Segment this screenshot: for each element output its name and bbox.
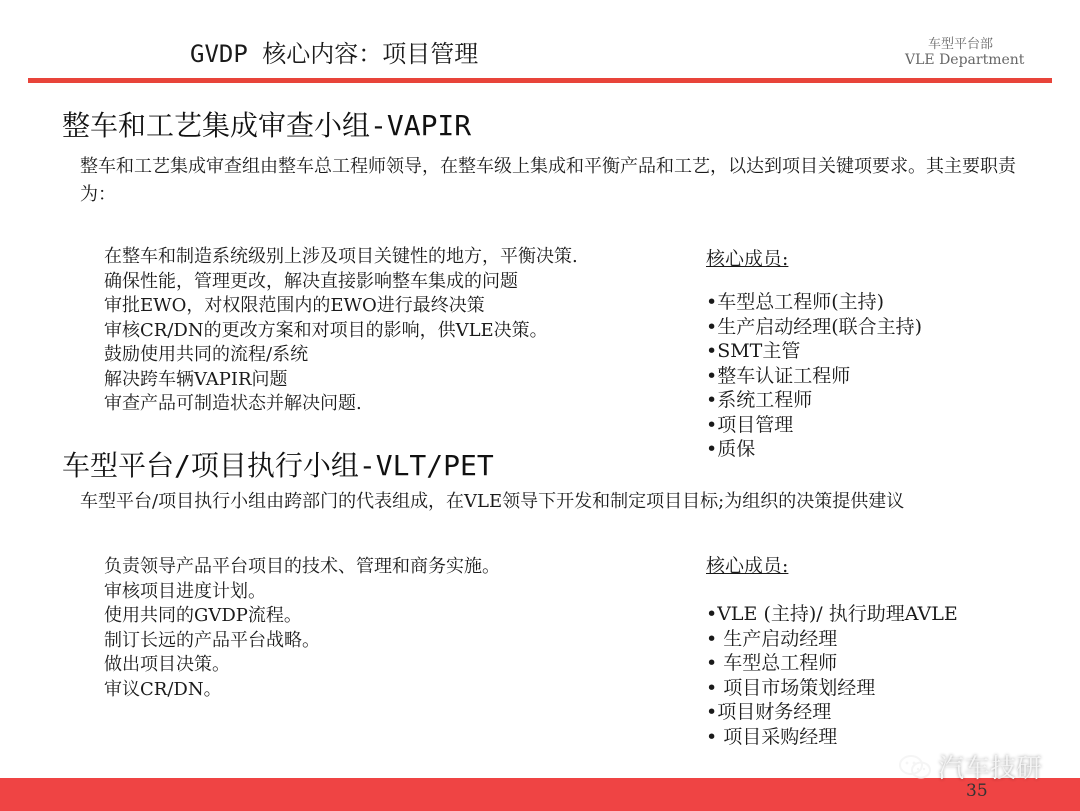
list-item: 鼓励使用共同的流程/系统 <box>104 344 309 365</box>
list-item: • 项目采购经理 <box>706 725 838 748</box>
list-item: • 车型总工程师 <box>706 652 838 674</box>
list-item: 审查产品可制造状态并解决问题. <box>104 393 362 414</box>
section-1-title: 整车和工艺集成审查小组-VAPIR <box>62 109 472 142</box>
section-2-title: 车型平台/项目执行小组-VLT/PET <box>62 449 494 482</box>
department-name-cn: 车型平台部 <box>928 37 994 52</box>
section-2-intro: 车型平台/项目执行小组由跨部门的代表组成，在VLE领导下开发和制定项目目标;为组织的决策提供建议 <box>80 491 905 512</box>
header-divider <box>28 78 1052 83</box>
list-item: •车型总工程师(主持) <box>706 291 885 313</box>
section-2-duties-list <box>104 555 500 702</box>
page-number: 35 <box>966 781 988 801</box>
list-item: 使用共同的GVDP流程。 <box>104 605 302 626</box>
list-item: •质保 <box>706 438 756 460</box>
list-item: •项目财务经理 <box>706 701 832 723</box>
list-item: •项目管理 <box>706 413 794 436</box>
list-item: 审议CR/DN。 <box>104 678 222 700</box>
list-item: •VLE (主持)/ 执行助理AVLE <box>706 603 958 625</box>
list-item: 负责领导产品平台项目的技术、管理和商务实施。 <box>104 556 500 577</box>
list-item: 解决跨车辆VAPIR问题 <box>104 368 288 390</box>
section-1-duties-list <box>104 245 578 417</box>
watermark-text: 汽车技研 <box>938 754 1043 784</box>
list-item: •整车认证工程师 <box>706 364 851 387</box>
list-item: •系统工程师 <box>706 389 813 411</box>
list-item: • 项目市场策划经理 <box>706 676 876 699</box>
section-2-members-label: 核心成员: <box>706 555 789 577</box>
list-item: •SMT主管 <box>706 340 801 362</box>
list-item: 制订长远的产品平台战略。 <box>104 629 320 651</box>
list-item: •生产启动经理(联合主持) <box>706 315 923 338</box>
list-item: 确保性能，管理更改，解决直接影响整车集成的问题 <box>104 270 518 292</box>
header-title: GVDP 核心内容：项目管理 <box>190 40 479 68</box>
watermark <box>898 748 1042 785</box>
section-1-members-list <box>706 290 922 462</box>
list-item: 审核项目进度计划。 <box>104 580 266 602</box>
section-2-members-list <box>706 602 958 749</box>
list-item: 做出项目决策。 <box>104 654 230 675</box>
list-item: 在整车和制造系统级别上涉及项目关键性的地方，平衡决策. <box>104 246 578 267</box>
list-item: • 生产启动经理 <box>706 627 838 650</box>
wechat-icon <box>898 754 932 780</box>
department-name-en: VLE Department <box>905 52 1025 68</box>
list-item: 审核CR/DN的更改方案和对项目的影响，供VLE决策。 <box>104 319 548 341</box>
list-item: 审批EWO，对权限范围内的EWO进行最终决策 <box>104 295 485 316</box>
section-1-intro: 整车和工艺集成审查组由整车总工程师领导，在整车级上集成和平衡产品和工艺，以达到项目关键项要求。其主要职责为： <box>80 156 1016 205</box>
section-1-members-label: 核心成员: <box>706 248 789 270</box>
